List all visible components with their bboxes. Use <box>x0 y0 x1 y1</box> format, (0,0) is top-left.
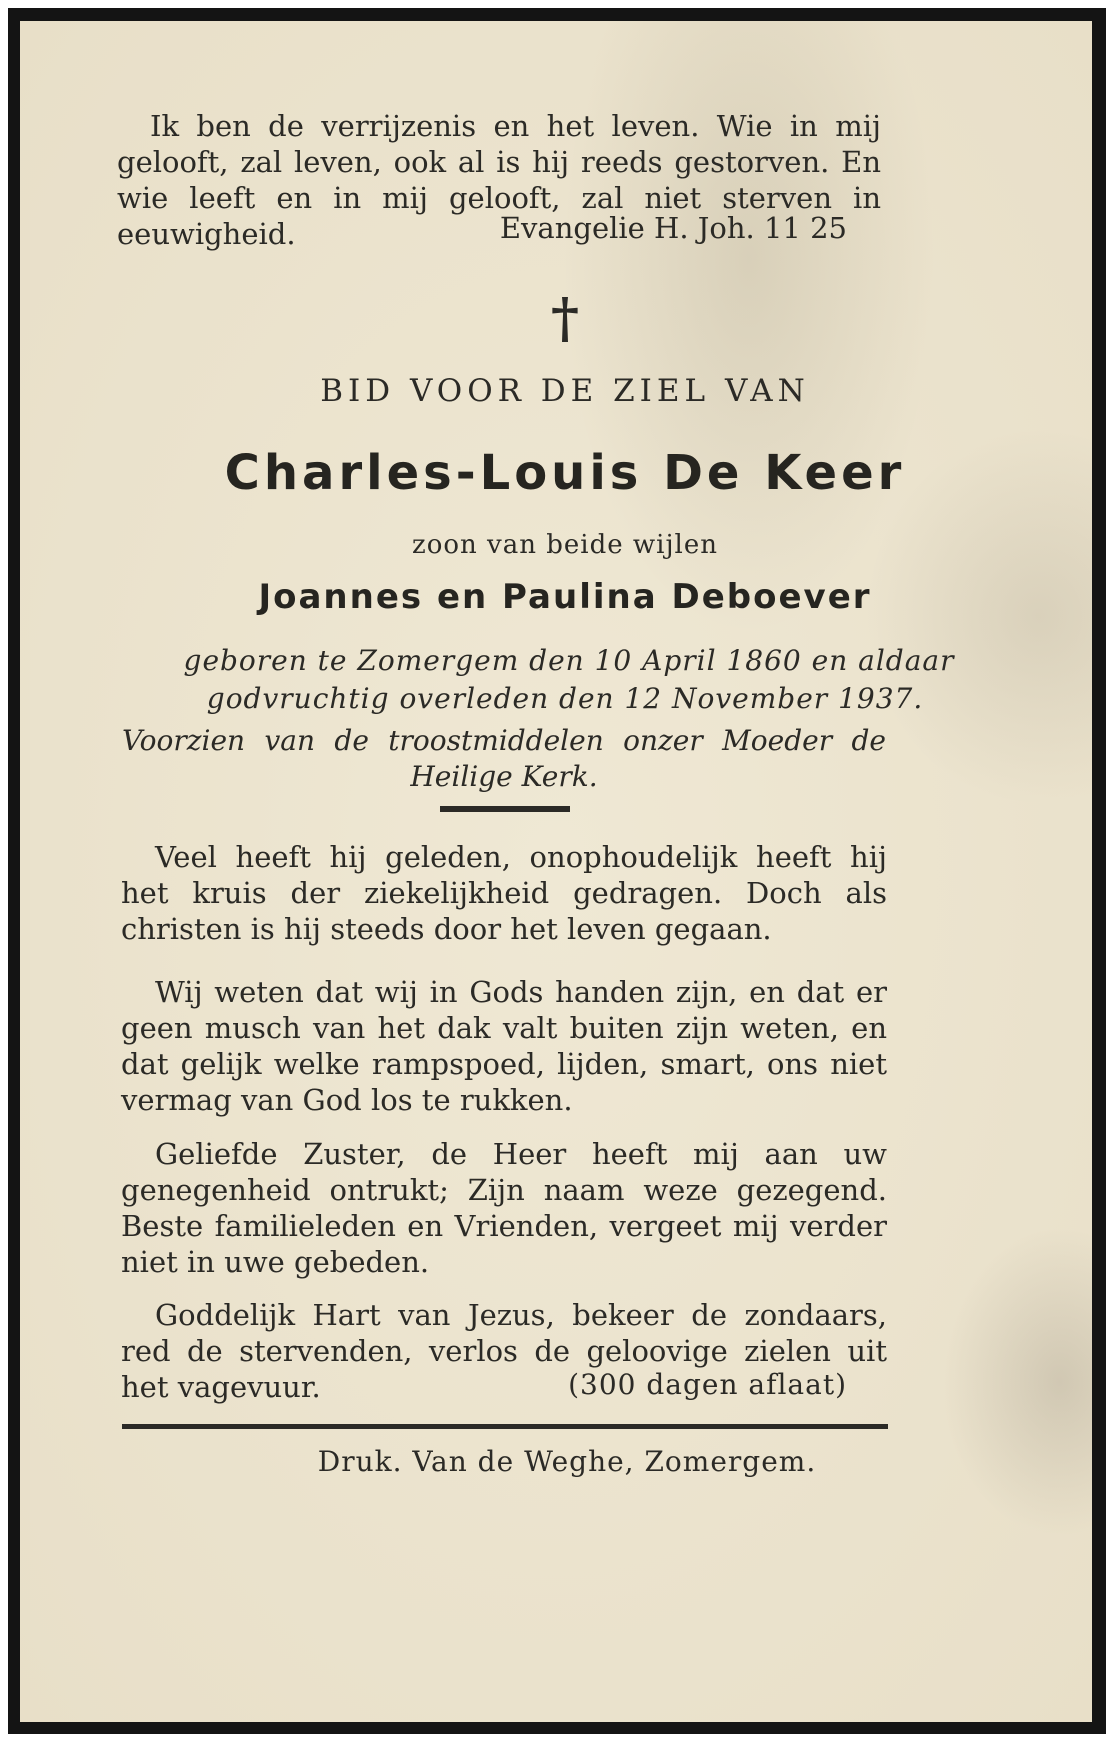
parents-intro: zoon van beide wijlen <box>412 530 718 560</box>
memorial-card <box>8 8 1106 1734</box>
parents-names: Joannes en Paulina Deboever <box>258 577 872 617</box>
body-paragraph: Wij weten dat wij in Gods handen zijn, en dat er geen musch van het dak valt buiten zijn weten, en dat gelijk welke rampspoed, lijden, smart, ons niet vermag van God los te rukken. <box>121 975 887 1117</box>
body-paragraph: Goddelijk Hart van Jezus, bekeer de zondaars, red de stervenden, verlos de geloovige zielen uit het vagevuur. <box>121 1298 887 1404</box>
deceased-name: Charles-Louis De Keer <box>224 445 906 501</box>
birth-line: geboren te Zomergem den 10 April 1860 en aldaar <box>183 644 955 677</box>
scripture-source: Evangelie H. Joh. 11 25 <box>499 211 847 245</box>
footer-divider <box>122 1424 888 1429</box>
sacraments-line: Voorzien van de troostmiddelen onzer Moeder de Heilige Kerk. <box>122 724 886 793</box>
body-paragraph: Veel heeft hij geleden, onophoudelijk heeft hij het kruis der ziekelijkheid gedragen. Doch als christen is hij steeds door het leven gegaan. <box>121 840 887 946</box>
cross-icon: † <box>550 286 580 350</box>
short-divider <box>440 806 570 812</box>
scripture-quote: Ik ben de verrijzenis en het leven. Wie in mij gelooft, zal leven, ook al is hij reeds gestorven. En wie leeft en in mij gelooft, zal niet sterven in eeuwigheid. <box>117 109 881 251</box>
indulgence-note: (300 dagen aflaat) <box>568 1368 847 1401</box>
prayer-heading: BID VOOR DE ZIEL VAN <box>320 373 810 409</box>
death-line: godvruchtig overleden den 12 November 1937. <box>206 682 924 715</box>
printer-imprint: Druk. Van de Weghe, Zomergem. <box>317 1445 817 1478</box>
paper-background <box>20 21 1092 1722</box>
body-paragraph: Geliefde Zuster, de Heer heeft mij aan uw genegenheid ontrukt; Zijn naam weze gezegend. Beste familieleden en Vrienden, vergeet mij verder niet in uwe gebeden. <box>121 1137 887 1279</box>
